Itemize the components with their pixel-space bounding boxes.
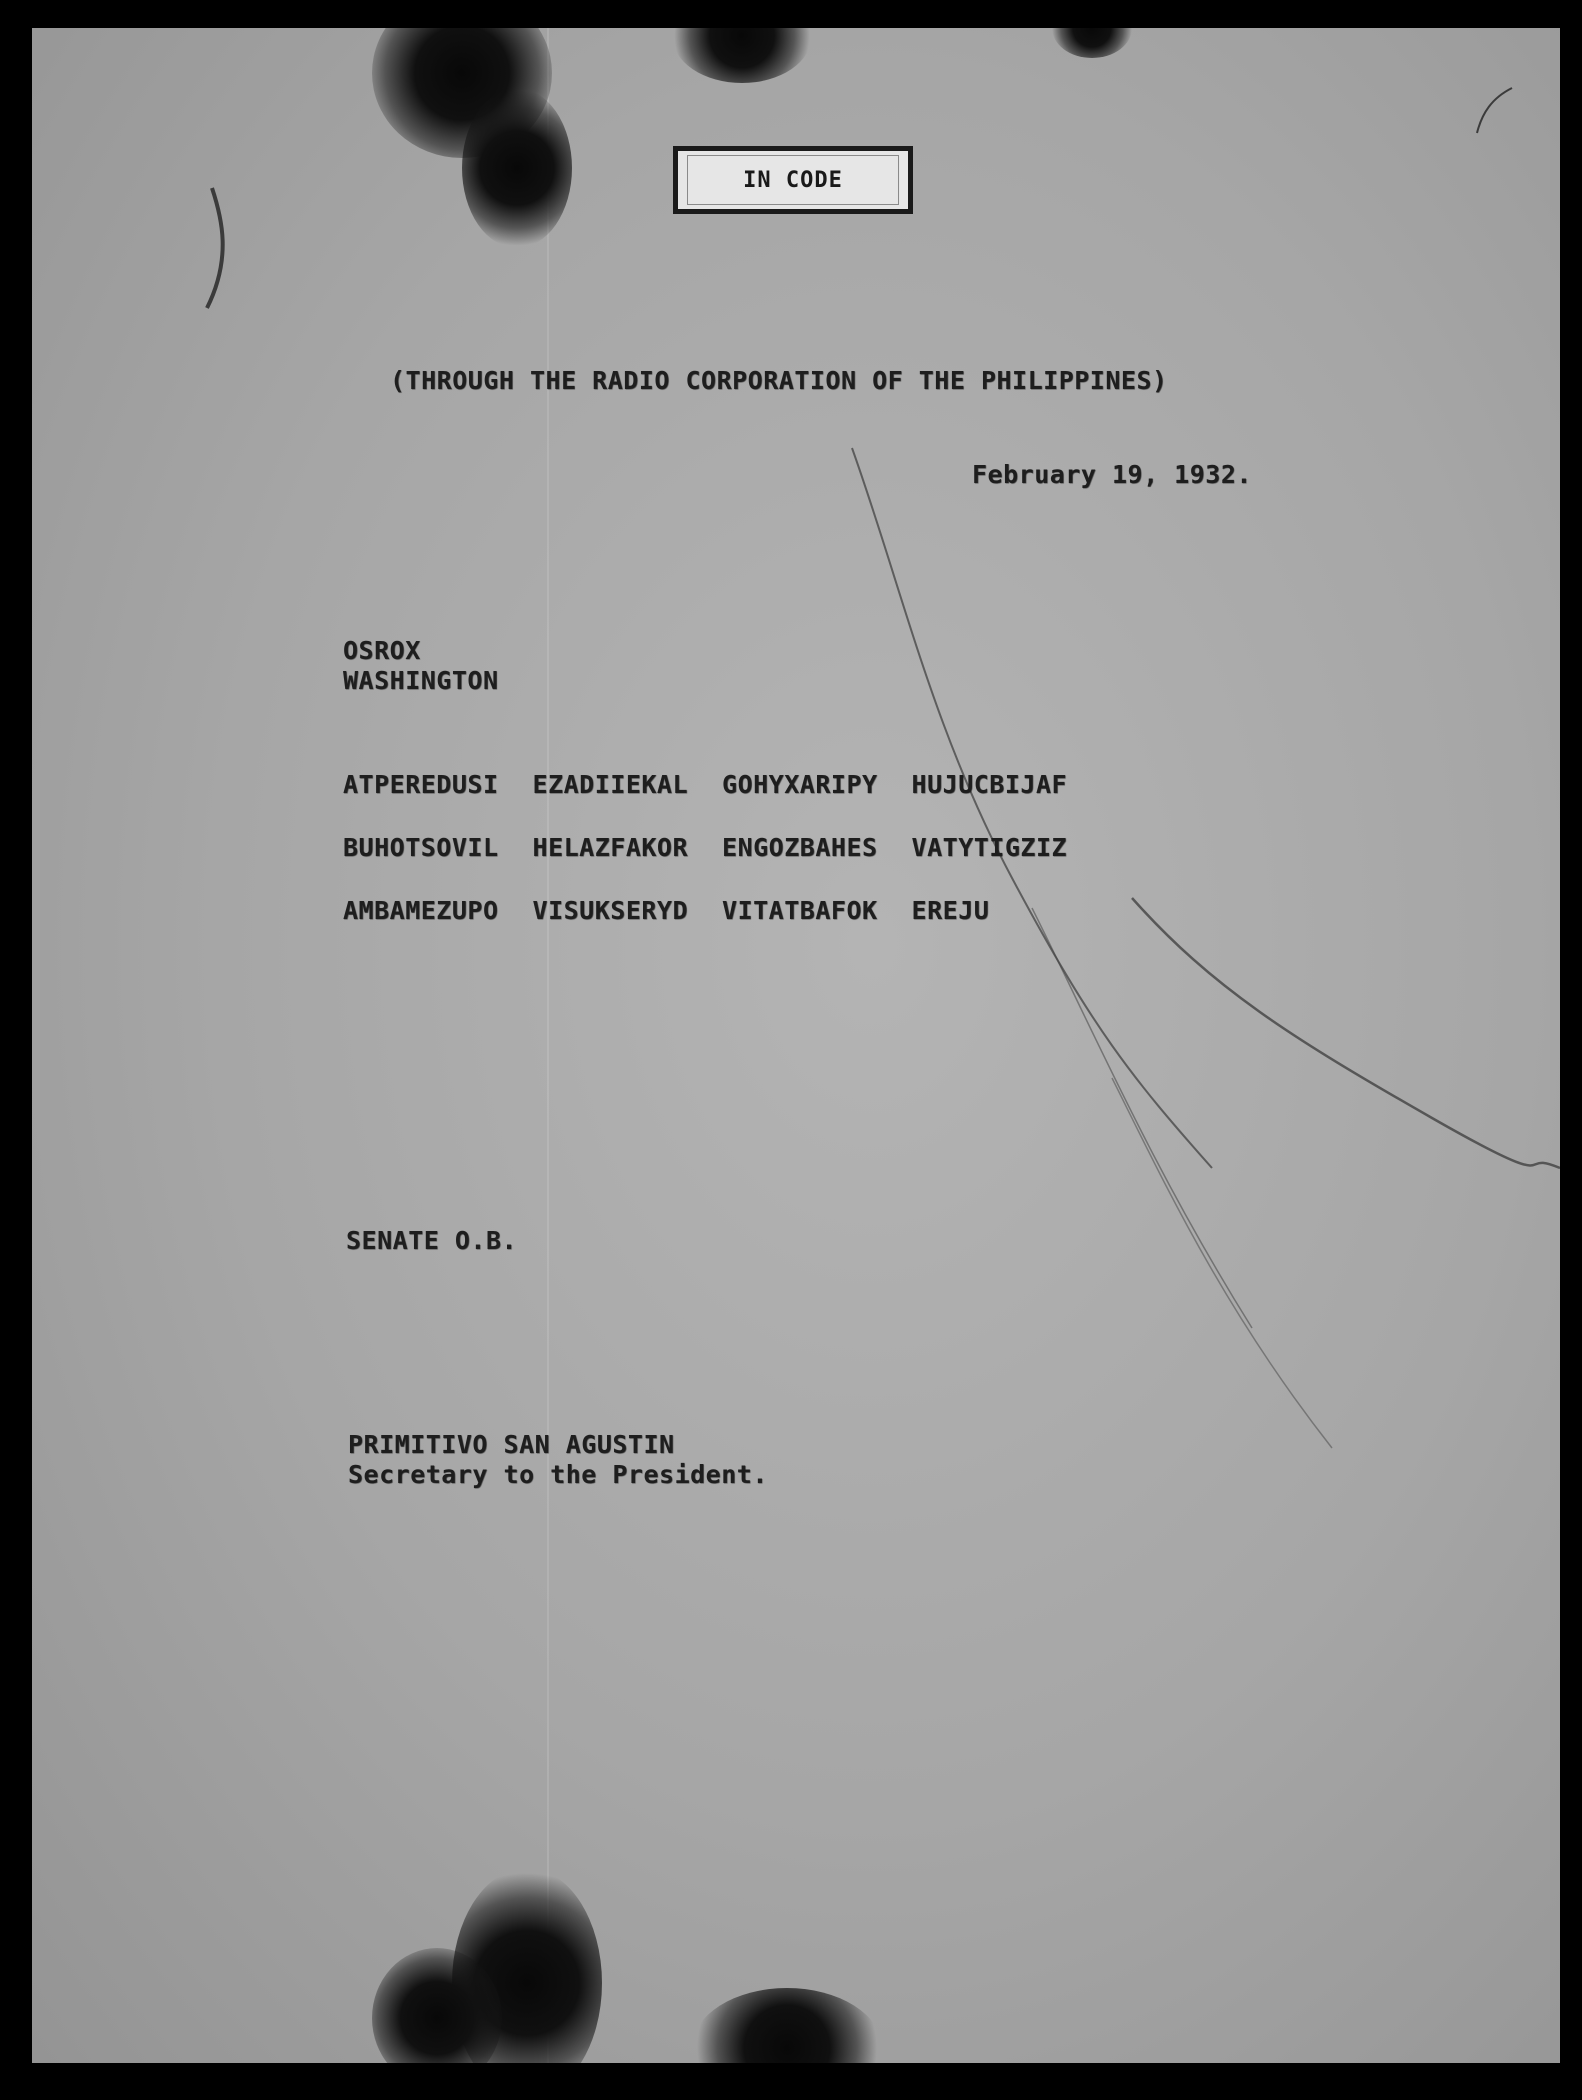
code-word: BUHOTSOVIL — [343, 833, 499, 862]
signature-title: Secretary to the President. — [348, 1460, 768, 1489]
code-word: VATYTIGZIZ — [911, 833, 1068, 862]
addressee-line-1: OSROX — [343, 636, 421, 665]
in-code-stamp — [673, 146, 913, 214]
code-group-line-2 — [343, 833, 1067, 862]
code-group-line-3 — [343, 896, 989, 925]
code-word: GOHYXARIPY — [722, 770, 878, 799]
code-word: VITATBAFOK — [722, 896, 878, 925]
code-word: HUJUCBIJAF — [911, 770, 1068, 799]
paper-cracks — [32, 28, 1560, 2063]
code-word: HELAZFAKOR — [532, 833, 689, 862]
document-date: February 19, 1932. — [972, 460, 1252, 489]
stamp-label: IN CODE — [687, 155, 899, 205]
document-page — [32, 28, 1560, 2063]
code-word: ATPEREDUSI — [343, 770, 499, 799]
code-word: EZADIIEKAL — [532, 770, 689, 799]
signature-name: PRIMITIVO SAN AGUSTIN — [348, 1430, 675, 1459]
code-word: ENGOZBAHES — [722, 833, 878, 862]
code-group-line-1 — [343, 770, 1067, 799]
routing-line: (THROUGH THE RADIO CORPORATION OF THE PHILIPPINES) — [390, 366, 1168, 395]
code-word: EREJU — [911, 896, 990, 925]
reference-line: SENATE O.B. — [346, 1226, 518, 1255]
code-word: AMBAMEZUPO — [343, 896, 499, 925]
code-word: VISUKSERYD — [532, 896, 689, 925]
addressee-line-2: WASHINGTON — [343, 666, 499, 695]
